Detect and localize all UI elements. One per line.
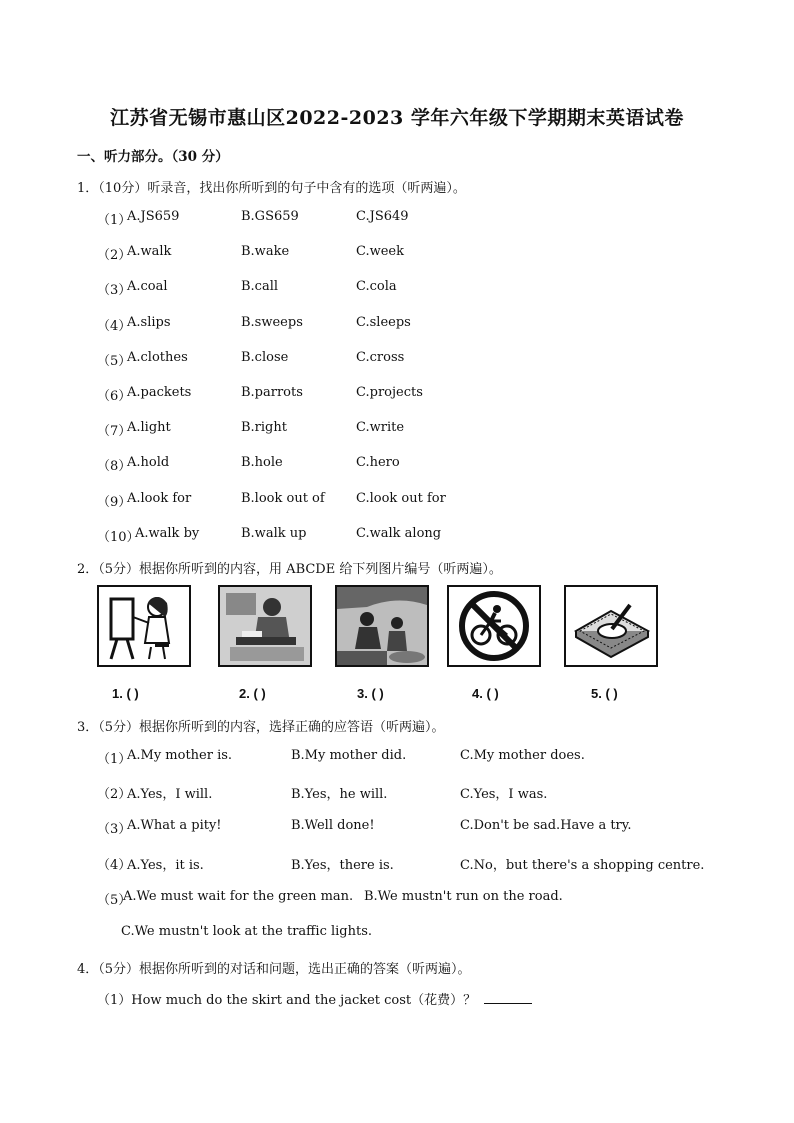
q1-option-b: B.close <box>241 349 289 365</box>
q3-option-b: B.Yes，he will. <box>291 787 388 803</box>
q3-item-number: （1） <box>97 752 132 767</box>
picture-label: 2. ( ) <box>239 686 266 701</box>
q1-option-b: B.GS659 <box>241 209 299 224</box>
q1-option-c: C.JS649 <box>356 209 409 224</box>
q1-option-b: B.sweeps <box>241 314 303 330</box>
q1-item-number: （10） <box>97 529 140 545</box>
q1-option-c: C.hero <box>356 455 400 471</box>
q3-option-c: C.Don't be sad.Have a try. <box>460 818 632 834</box>
q4-item-1-text: （1）How much do the skirt and the jacket cost（花费）？ <box>97 993 477 1008</box>
q1-option-c: C.projects <box>356 385 423 400</box>
girl-painting-icon <box>97 585 191 667</box>
question-2-stem: 2．（5分）根据你所听到的内容，用 ABCDE 给下列图片编号（听两遍）。 <box>77 562 502 577</box>
q1-option-b: B.parrots <box>241 385 303 400</box>
q1-option-c: C.write <box>356 420 405 436</box>
q1-option-b: B.walk up <box>241 525 307 541</box>
q1-item-number: （3） <box>97 283 132 299</box>
q1-option-c: C.walk along <box>356 525 442 541</box>
q1-option-b: B.call <box>241 279 279 295</box>
q1-item-number: （6） <box>97 389 132 404</box>
q3-option-a: A.What a pity! <box>127 818 222 834</box>
q1-item-number: （9） <box>97 494 132 510</box>
picture-label: 1. ( ) <box>112 686 139 701</box>
q3-item-5-option-a: A.We must wait for the green man. <box>123 889 354 904</box>
man-reading-icon <box>218 585 312 667</box>
q3-item-number: （2） <box>97 787 132 803</box>
q1-item-number: （8） <box>97 459 132 475</box>
q1-option-b: B.right <box>241 420 287 436</box>
answer-blank <box>484 991 532 1004</box>
q3-item-5-option-c: C.We mustn't look at the traffic lights. <box>121 924 373 939</box>
picture-label: 3. ( ) <box>357 686 384 701</box>
q1-option-c: C.look out for <box>356 490 446 506</box>
q1-item-number: （7） <box>97 424 132 440</box>
question-4-stem: 4．（5分）根据你所听到的对话和问题，选出正确的答案（听两遍）。 <box>77 962 471 977</box>
q1-option-a: A.hold <box>127 455 170 471</box>
q1-option-c: C.cross <box>356 349 405 365</box>
picture-label: 4. ( ) <box>472 686 499 701</box>
q3-option-b: B.Yes，there is. <box>291 857 394 873</box>
q1-option-a: A.JS659 <box>127 209 180 224</box>
q3-option-a: A.Yes，it is. <box>127 857 204 873</box>
q3-option-a: A.Yes，I will. <box>127 787 213 803</box>
q1-item-number: （2） <box>97 248 132 264</box>
q3-option-a: A.My mother is. <box>127 748 233 763</box>
q1-item-number: （4） <box>97 318 132 334</box>
ashtray-icon <box>564 585 658 667</box>
q1-option-a: A.light <box>127 420 171 436</box>
q1-option-a: A.packets <box>127 385 192 400</box>
q3-option-c: C.Yes，I was. <box>460 787 548 803</box>
q1-item-number: （1） <box>97 213 132 228</box>
question-3-stem: 3．（5分）根据你所听到的内容，选择正确的应答语（听两遍）。 <box>77 720 445 735</box>
q1-option-c: C.sleeps <box>356 314 411 330</box>
q1-option-a: A.slips <box>127 314 171 330</box>
q1-option-a: A.walk <box>127 244 172 260</box>
q3-option-b: B.My mother did. <box>291 748 407 763</box>
people-outdoors-icon <box>335 585 429 667</box>
no-cycling-sign-icon <box>447 585 541 667</box>
q3-option-b: B.Well done! <box>291 818 375 834</box>
q1-item-number: （5） <box>97 353 132 369</box>
q3-item-number: （4） <box>97 857 132 873</box>
q1-option-a: A.walk by <box>135 525 200 541</box>
section-heading-listening: 一、听力部分。（30 分） <box>77 149 229 165</box>
q3-item-number: （3） <box>97 822 132 838</box>
q3-item-5-number: （5） <box>97 893 132 908</box>
q1-option-a: A.coal <box>127 279 168 295</box>
q1-option-c: C.cola <box>356 279 397 295</box>
q1-option-b: B.wake <box>241 244 290 260</box>
q1-option-b: B.hole <box>241 455 283 471</box>
q1-option-a: A.clothes <box>127 349 188 365</box>
question-2-pictures <box>97 585 677 670</box>
question-1-stem: 1．（10分）听录音，找出你所听到的句子中含有的选项（听两遍）。 <box>77 181 466 196</box>
q1-option-c: C.week <box>356 244 405 260</box>
page-title: 江苏省无锡市惠山区2022-2023 学年六年级下学期期末英语试卷 <box>110 107 684 129</box>
q3-item-5-option-b: B.We mustn't run on the road. <box>364 889 563 904</box>
q3-option-c: C.My mother does. <box>460 748 585 763</box>
q1-option-b: B.look out of <box>241 490 325 506</box>
picture-label: 5. ( ) <box>591 686 618 701</box>
q1-option-a: A.look for <box>127 490 192 506</box>
q4-item-1 <box>97 989 532 1008</box>
q3-option-c: C.No，but there's a shopping centre. <box>460 857 705 873</box>
